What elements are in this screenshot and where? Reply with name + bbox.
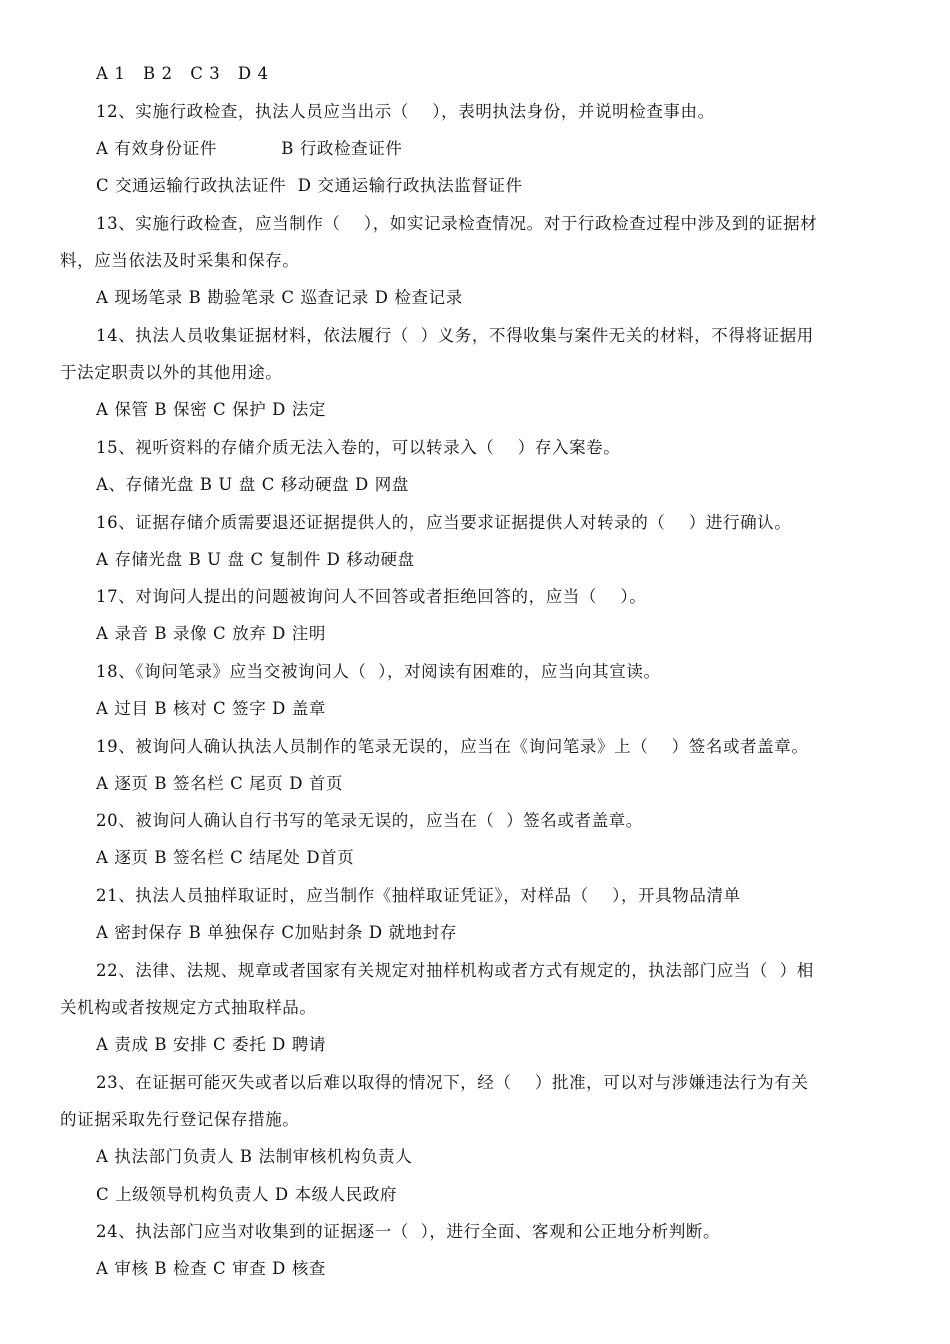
q14-options: A 保管 B 保密 C 保护 D 法定 [96, 400, 327, 419]
q24-options: A 审核 B 检查 C 审查 D 核查 [96, 1259, 327, 1278]
q20-options: A 逐页 B 签名栏 C 结尾处 D首页 [96, 848, 355, 867]
q20-text: 20、被询问人确认自行书写的笔录无误的，应当在（ ）签名或者盖章。 [96, 811, 643, 830]
q13-text-line-1: 13、实施行政检查，应当制作（ ），如实记录检查情况。对于行政检查过程中涉及到的证据材 [96, 214, 818, 233]
q17-options: A 录音 B 录像 C 放弃 D 注明 [96, 624, 327, 643]
q18-text: 18、《询问笔录》应当交被询问人（ ），对阅读有困难的，应当向其宣读。 [96, 662, 661, 681]
q23-options-line-1: A 执法部门负责人 B 法制审核机构负责人 [96, 1147, 413, 1166]
q19-text: 19、被询问人确认执法人员制作的笔录无误的，应当在《询问笔录》上（ ）签名或者盖章。 [96, 737, 809, 756]
q21-options: A 密封保存 B 单独保存 C加贴封条 D 就地封存 [96, 923, 457, 942]
q23-options-line-2: C 上级领导机构负责人 D 本级人民政府 [96, 1185, 398, 1204]
q23-text-line-2: 的证据采取先行登记保存措施。 [60, 1110, 300, 1129]
q24-text: 24、执法部门应当对收集到的证据逐一（ ），进行全面、客观和公正地分析判断。 [96, 1222, 721, 1241]
q12-text: 12、实施行政检查，执法人员应当出示（ ），表明执法身份，并说明检查事由。 [96, 102, 715, 121]
q22-text-line-1: 22、法律、法规、规章或者国家有关规定对抽样机构或者方式有规定的，执法部门应当（ ）相 [96, 961, 814, 980]
q22-text-line-2: 关机构或者按规定方式抽取样品。 [60, 998, 317, 1017]
q19-options: A 逐页 B 签名栏 C 尾页 D 首页 [96, 774, 344, 793]
q13-text-line-2: 料，应当依法及时采集和保存。 [60, 251, 300, 270]
q16-text: 16、证据存储介质需要退还证据提供人的，应当要求证据提供人对转录的（ ）进行确认。 [96, 513, 792, 532]
q23-text-line-1: 23、在证据可能灭失或者以后难以取得的情况下，经（ ）批准，可以对与涉嫌违法行为有关 [96, 1073, 809, 1092]
q11-options: A 1 B 2 C 3 D 4 [96, 64, 269, 83]
q13-options: A 现场笔录 B 勘验笔录 C 巡查记录 D 检查记录 [96, 288, 463, 307]
q12-options-line-2: C 交通运输行政执法证件 D 交通运输行政执法监督证件 [96, 176, 523, 195]
q15-text: 15、视听资料的存储介质无法入卷的，可以转录入（ ）存入案卷。 [96, 438, 621, 457]
q14-text-line-1: 14、执法人员收集证据材料，依法履行（ ）义务，不得收集与案件无关的材料，不得将证据用 [96, 326, 814, 345]
q14-text-line-2: 于法定职责以外的其他用途。 [60, 363, 283, 382]
q12-options-line-1: A 有效身份证件 B 行政检查证件 [96, 139, 403, 158]
q16-options: A 存储光盘 B U 盘 C 复制件 D 移动硬盘 [96, 550, 415, 569]
q17-text: 17、对询问人提出的问题被询问人不回答或者拒绝回答的，应当（ ）。 [96, 587, 647, 606]
q22-options: A 责成 B 安排 C 委托 D 聘请 [96, 1035, 327, 1054]
q21-text: 21、执法人员抽样取证时，应当制作《抽样取证凭证》，对样品（ ），开具物品清单 [96, 886, 741, 905]
q18-options: A 过目 B 核对 C 签字 D 盖章 [96, 699, 327, 718]
q15-options: A、存储光盘 B U 盘 C 移动硬盘 D 网盘 [96, 475, 409, 494]
